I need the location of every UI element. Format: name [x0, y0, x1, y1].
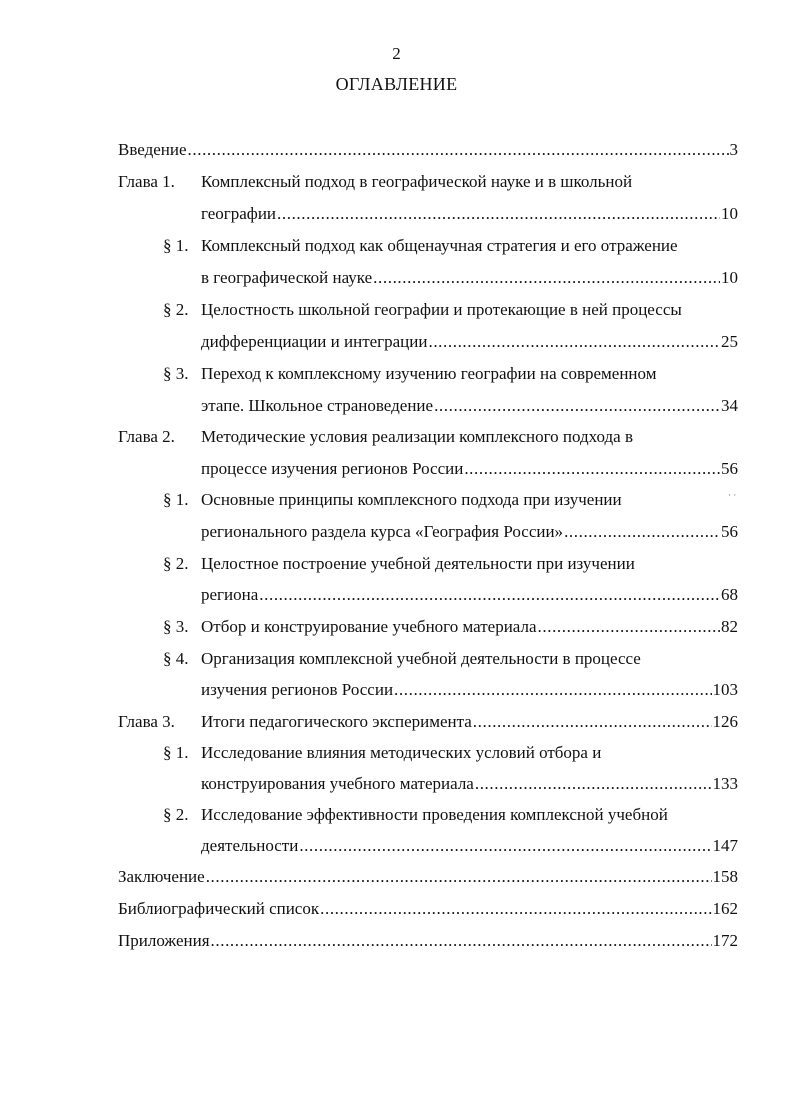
toc-entry-bibliography [118, 896, 738, 922]
toc-page-number: 103 [712, 680, 738, 699]
dot-leader [464, 456, 720, 482]
toc-entry-title: деятельности [201, 836, 299, 855]
section-1-1-number: § 1. [163, 236, 189, 255]
chapter-2-label: Глава 2. [118, 427, 175, 446]
section-3-1-title: Исследование влияния методических условий отбора и [201, 743, 602, 762]
toc-entry-title: Заключение [118, 867, 205, 886]
section-1-3-number: § 3. [163, 364, 189, 383]
chapter-2-title: Методические условия реализации комплексного подхода в [201, 427, 633, 446]
toc-entry-intro [118, 137, 738, 163]
toc-page-number: 82 [721, 617, 738, 636]
section-3-1-title-end [201, 771, 738, 797]
toc-page-number: 25 [721, 332, 738, 351]
toc-page-number: 172 [712, 931, 738, 950]
page-title: ОГЛАВЛЕНИЕ [335, 74, 458, 94]
toc-page-number: 10 [721, 204, 738, 223]
dot-leader [188, 137, 729, 163]
section-1-1-title: Комплексный подход как общенаучная стратегия и его отражение [201, 236, 678, 255]
toc-entry-title: конструирования учебного материала [201, 774, 474, 793]
section-1-2-number: § 2. [163, 300, 189, 319]
section-1-3-title-end [201, 393, 738, 419]
section-2-1-title: Основные принципы комплексного подхода при изучении [201, 490, 622, 509]
section-3-2-number: § 2. [163, 805, 189, 824]
dot-leader [473, 709, 712, 735]
dot-leader [259, 582, 720, 608]
toc-entry-title: процессе изучения регионов России [201, 459, 464, 478]
toc-page-number: 162 [712, 899, 738, 918]
section-3-2-title-end [201, 833, 738, 859]
section-2-2-title: Целостное построение учебной деятельности при изучении [201, 554, 635, 573]
toc-page-number: 126 [712, 712, 738, 731]
section-1-2-title: Целостность школьной географии и протекающие в ней процессы [201, 300, 682, 319]
toc-entry-title: Библиографический список [118, 899, 320, 918]
toc-page-number: 147 [712, 836, 738, 855]
dot-leader [428, 329, 720, 355]
dot-leader [206, 864, 712, 890]
chapter-1-title-end [201, 201, 738, 227]
stray-mark: · · [728, 490, 737, 500]
dot-leader [277, 201, 720, 227]
toc-page-number: 133 [712, 774, 738, 793]
toc-entry-title: Приложения [118, 931, 210, 950]
toc-entry-title: региона [201, 585, 259, 604]
section-2-1-title-end [201, 519, 738, 545]
toc-page-number: 34 [721, 396, 738, 415]
section-1-2-title-end [201, 329, 738, 355]
chapter-1-title: Комплексный подход в географической науке и в школьной [201, 172, 633, 191]
toc-entry-conclusion [118, 864, 738, 890]
toc-entry-title: изучения регионов России [201, 680, 394, 699]
chapter-2-title-end [201, 456, 738, 482]
section-2-4-title-end [201, 677, 738, 703]
section-2-4-number: § 4. [163, 649, 189, 668]
chapter-1-label: Глава 1. [118, 172, 175, 191]
toc-page-number: 3 [729, 140, 738, 159]
toc-entry-title: в географической науке [201, 268, 373, 287]
toc-page-number: 10 [721, 268, 738, 287]
section-2-3-number: § 3. [163, 617, 189, 636]
section-2-2-number: § 2. [163, 554, 189, 573]
dot-leader [564, 519, 720, 545]
toc-entry-title: дифференциации и интеграции [201, 332, 428, 351]
dot-leader [211, 928, 712, 954]
dot-leader [394, 677, 711, 703]
chapter-3-title [201, 709, 738, 735]
page-number: 2 [392, 44, 401, 63]
section-3-2-title: Исследование эффективности проведения комплексной учебной [201, 805, 668, 824]
dot-leader [475, 771, 712, 797]
toc-entry-title: регионального раздела курса «География России» [201, 522, 564, 541]
dot-leader [538, 614, 720, 640]
dot-leader [320, 896, 711, 922]
section-1-3-title: Переход к комплексному изучению географии на современном [201, 364, 657, 383]
toc-page-number: 56 [721, 459, 738, 478]
section-3-1-number: § 1. [163, 743, 189, 762]
section-2-2-title-end [201, 582, 738, 608]
toc-entry-title: Итоги педагогического эксперимента [201, 712, 472, 731]
section-1-1-title-end [201, 265, 738, 291]
section-2-4-title: Организация комплексной учебной деятельности в процессе [201, 649, 641, 668]
toc-entry-appendix [118, 928, 738, 954]
chapter-3-label: Глава 3. [118, 712, 175, 731]
section-2-3-title [201, 614, 738, 640]
dot-leader [373, 265, 720, 291]
section-2-1-number: § 1. [163, 490, 189, 509]
dot-leader [299, 833, 711, 859]
toc-page-number: 158 [712, 867, 738, 886]
toc-entry-title: географии [201, 204, 277, 223]
dot-leader [434, 393, 720, 419]
toc-entry-title: Отбор и конструирование учебного материала [201, 617, 537, 636]
toc-entry-title: Введение [118, 140, 187, 159]
toc-page-number: 56 [721, 522, 738, 541]
toc-page-number: 68 [721, 585, 738, 604]
toc-entry-title: этапе. Школьное страноведение [201, 396, 434, 415]
